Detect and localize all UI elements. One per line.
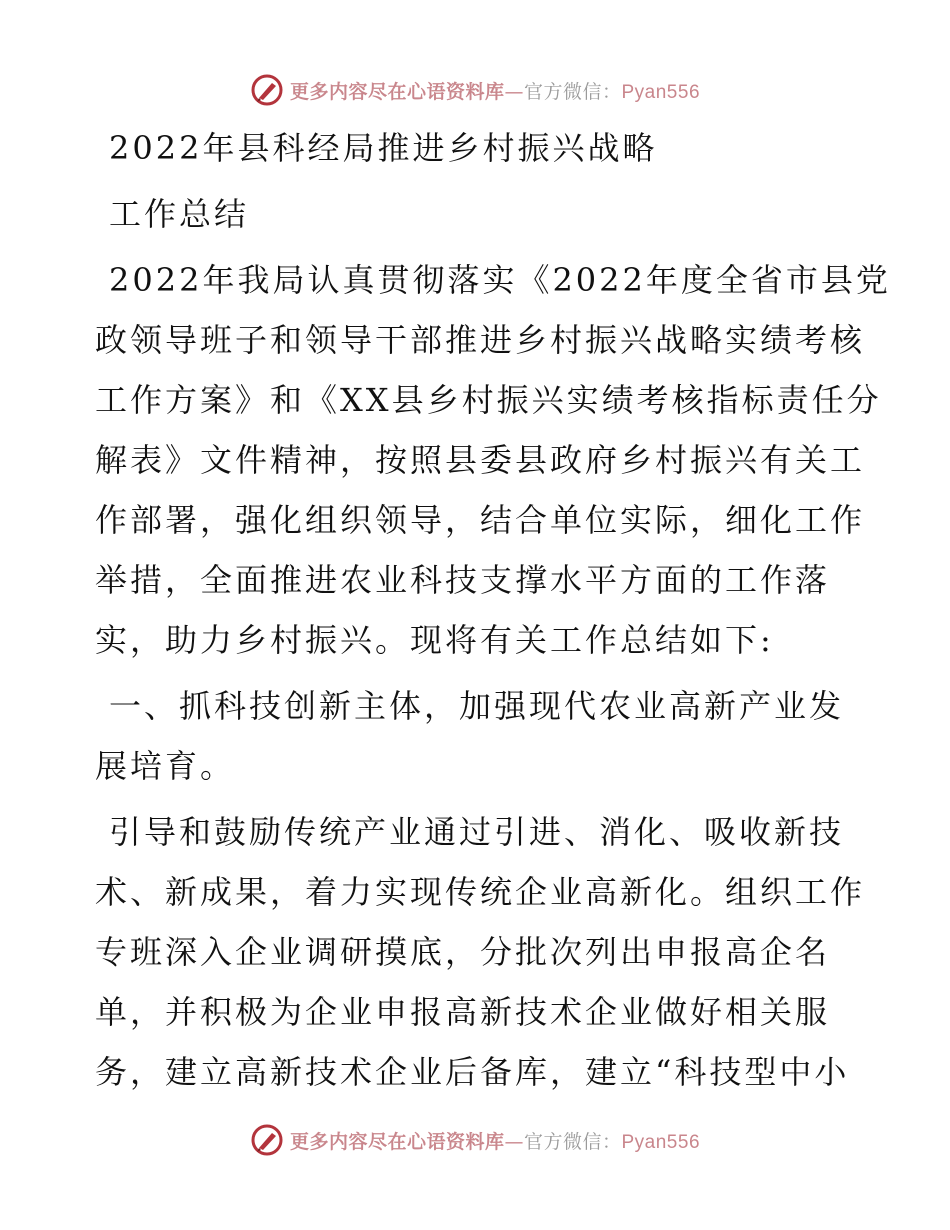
intro-line: 举措，全面推进农业科技支撑水平方面的工作落: [95, 561, 831, 599]
intro-paragraph: [95, 250, 891, 670]
section-body-line: 务，建立高新技术企业后备库，建立“科技型中小: [95, 1053, 850, 1091]
section-heading-line: 展培育。: [95, 747, 236, 785]
watermark-middle: 官方微信：: [523, 1130, 622, 1153]
section-body-line: 术、新成果，着力实现传统企业高新化。组织工作: [95, 873, 866, 911]
watermark-id: Pyan556: [621, 81, 701, 103]
title-line-1: 2022年县科经局推进乡村振兴战略: [109, 129, 658, 167]
watermark-middle: 官方微信：: [523, 80, 622, 103]
watermark-bottom: [0, 1120, 950, 1160]
intro-line: 解表》文件精神，按照县委县政府乡村振兴有关工: [95, 441, 866, 479]
document-body: [95, 118, 891, 1108]
watermark-prefix: 更多内容尽在心语资料库: [289, 1130, 505, 1153]
intro-line: 工作方案》和《XX县乡村振兴实绩考核指标责任分: [95, 381, 882, 419]
pen-logo-icon: [250, 1123, 284, 1157]
intro-line: 政领导班子和领导干部推进乡村振兴战略实绩考核: [95, 321, 866, 359]
document-title: [95, 118, 865, 178]
watermark-id: Pyan556: [621, 1131, 701, 1153]
section-1-body: [95, 802, 865, 1102]
watermark-top: [0, 70, 950, 110]
section-heading-line: 一、抓科技创新主体，加强现代农业高新产业发: [109, 687, 845, 725]
watermark-prefix: 更多内容尽在心语资料库: [289, 80, 505, 103]
document-subtitle: [95, 184, 865, 244]
title-line-2: 工作总结: [109, 195, 250, 233]
pen-logo-icon: [250, 73, 284, 107]
section-body-line: 单，并积极为企业申报高新技术企业做好相关服: [95, 993, 831, 1031]
section-body-line: 引导和鼓励传统产业通过引进、消化、吸收新技: [109, 813, 845, 851]
intro-line: 2022年我局认真贯彻落实《2022年度全省市县党: [109, 261, 891, 299]
watermark-dash: —: [504, 80, 524, 103]
intro-line: 作部署，强化组织领导，结合单位实际，细化工作: [95, 501, 866, 539]
watermark-dash: —: [504, 1130, 524, 1153]
section-body-line: 专班深入企业调研摸底，分批次列出申报高企名: [95, 933, 831, 971]
watermark-text: [290, 77, 700, 104]
watermark-text: [290, 1127, 700, 1154]
section-1-heading: [95, 676, 865, 796]
intro-line: 实，助力乡村振兴。现将有关工作总结如下:: [95, 621, 774, 659]
